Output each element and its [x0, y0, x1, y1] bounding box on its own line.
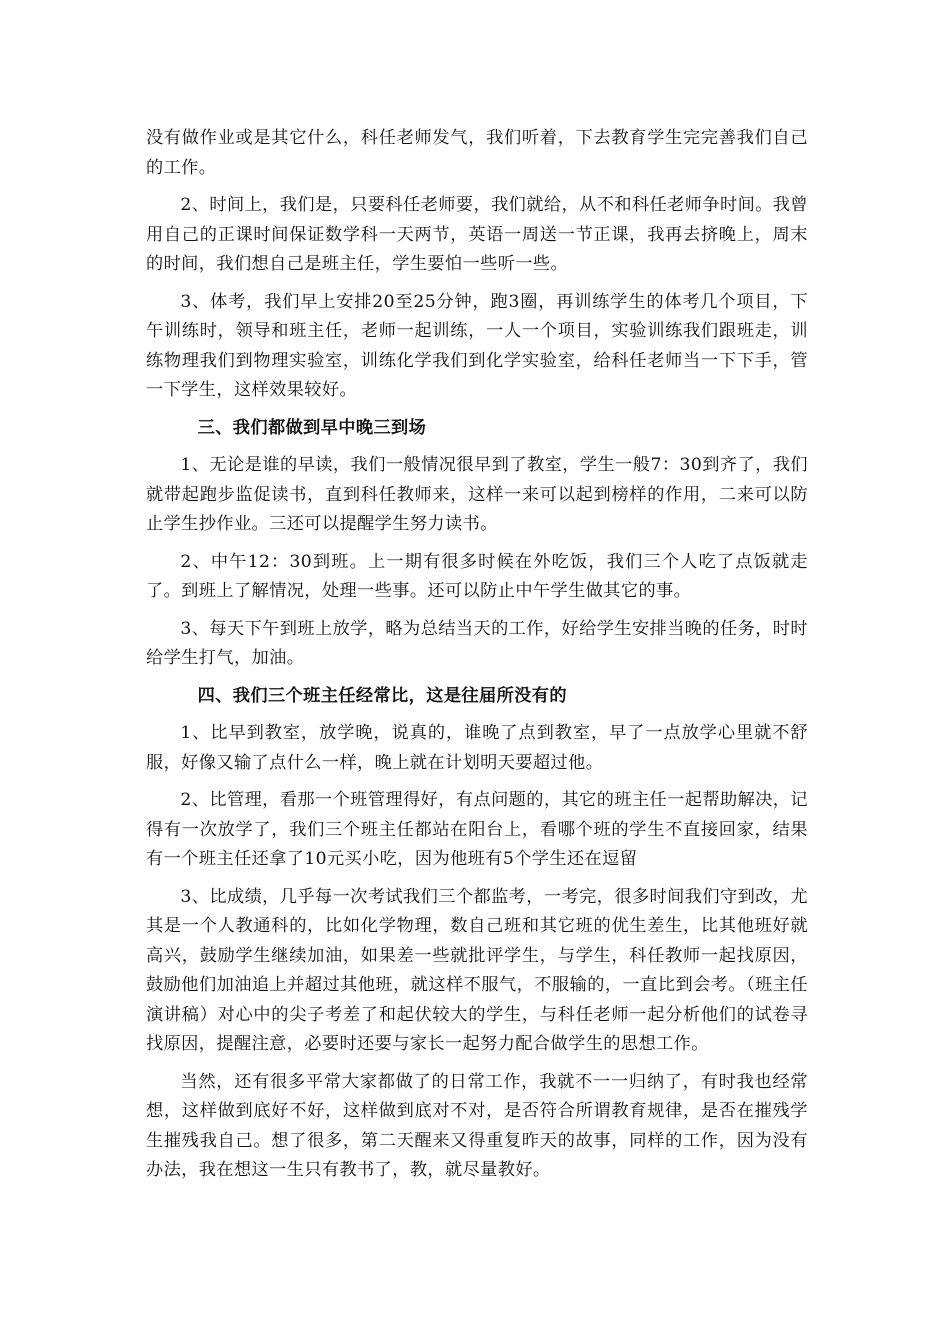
- paragraph-continuation: 没有做作业或是其它什么，科任老师发气，我们听着，下去教育学生完完善我们自己的工作。: [146, 128, 808, 178]
- paragraph-pe-exam: 3、体考，我们早上安排20至25分钟，跑3圈，再训练学生的体考几个项目，下午训练时，领导和班主任，老师一起训练，一人一个项目，实验训练我们跟班走，训练物理我们到物理实验室，训练化学我们到化学实验室，给科任老师当一下下手，管一下学生，这样效果较好。: [146, 291, 808, 400]
- paragraph-conclusion: 当然，还有很多平常大家都做了的日常工作，我就不一一归纳了，有时我也经常想，这样做到底好不好，这样做到底对不对，是否符合所谓教育规律，是否在摧残学生摧残我自己。想了很多，第二天醒来又得重复昨天的故事，同样的工作，因为没有办法，我在想这一生只有教书了，教，就尽量教好。: [146, 1071, 808, 1180]
- paragraph-time: 2、时间上，我们是，只要科任老师要，我们就给，从不和科任老师争时间。我曾用自己的正课时间保证数学科一天两节，英语一周送一节正课，我再去挤晚上，周末的时间，我们想自己是班主任，学生要怕一些听一些。: [146, 195, 808, 274]
- paragraph-compare-management: 2、比管理，看那一个班管理得好，有点问题的，其它的班主任一起帮助解决，记得有一次放学了，我们三个班主任都站在阳台上，看哪个班的学生不直接回家，结果有一个班主任还拿了10元买小吃，因为他班有5个学生还在逗留: [146, 790, 808, 869]
- paragraph-noon: 2、中午12：30到班。上一期有很多时候在外吃饭，我们三个人吃了点饭就走了。到班上了解情况，处理一些事。还可以防止中午学生做其它的事。: [146, 551, 808, 601]
- section-heading-3: 三、我们都做到早中晚三到场: [197, 417, 427, 438]
- paragraph-afternoon: 3、每天下午到班上放学，略为总结当天的工作，好给学生安排当晚的任务，时时给学生打气，加油。: [146, 618, 808, 668]
- paragraph-compare-early: 1、比早到教室，放学晚，说真的，谁晚了点到教室，早了一点放学心里就不舒服，好像又输了点什么一样，晚上就在计划明天要超过他。: [146, 723, 808, 773]
- section-heading-4: 四、我们三个班主任经常比，这是往届所没有的: [197, 685, 567, 706]
- paragraph-morning: 1、无论是谁的早读，我们一般情况很早到了教室，学生一般7：30到齐了，我们就带起跑步监促读书，直到科任教师来，这样一来可以起到榜样的作用，二来可以防止学生抄作业。三还可以提醒学生努力读书。: [146, 455, 808, 534]
- document-body: [146, 124, 808, 1194]
- paragraph-compare-grades: 3、比成绩，几乎每一次考试我们三个都监考，一考完，很多时间我们守到改，尤其是一个人教通科的，比如化学物理，数自己班和其它班的优生差生，比其他班好就高兴，鼓励学生继续加油，如果差一些就批评学生，与学生，科任教师一起找原因，鼓励他们加油追上并超过其他班，就这样不服气，不服输的，一直比到会考。（班主任演讲稿）对心中的尖子考差了和起伏较大的学生，与科任老师一起分析他们的试卷寻找原因，提醒注意，必要时还要与家长一起努力配合做学生的思想工作。: [146, 886, 808, 1054]
